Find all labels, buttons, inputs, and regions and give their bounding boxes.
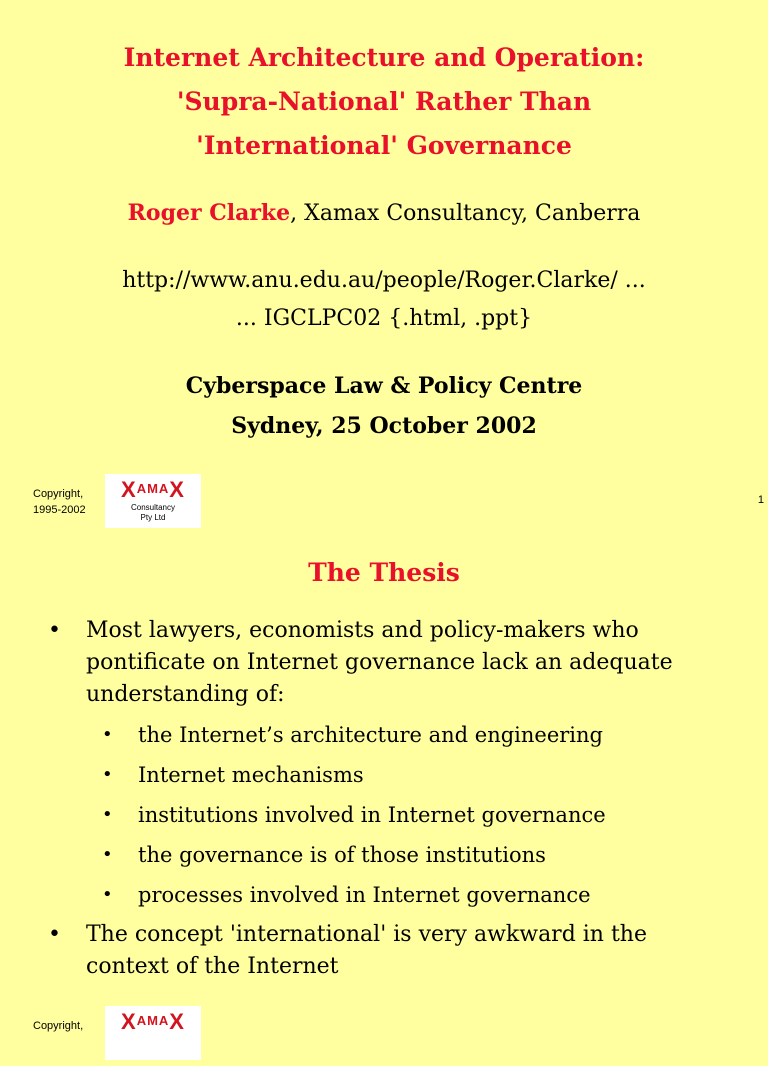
- xamax-logo: [105, 1006, 201, 1060]
- copyright-notice: [33, 1018, 83, 1034]
- author-affiliation: , Xamax Consultancy, Canberra: [290, 201, 641, 226]
- bullet-symbol: •: [48, 618, 61, 643]
- bullet-item: [0, 615, 768, 711]
- author-line: [0, 200, 768, 226]
- sub-bullet-text: institutions involved in Internet governance: [138, 803, 606, 827]
- logo-sub-1: Consultancy: [130, 503, 176, 512]
- bullet-symbol: •: [102, 844, 113, 865]
- slide-footer: [0, 474, 768, 534]
- sub-bullet-item: [0, 755, 768, 795]
- sub-bullet-text: Internet mechanisms: [138, 763, 364, 787]
- title-line-1: Internet Architecture and Operation:: [123, 43, 645, 72]
- sub-bullet-list: [0, 715, 768, 915]
- copyright-line-1: Copyright,: [33, 1020, 84, 1032]
- bullet-symbol: •: [48, 922, 61, 947]
- bullet-symbol: •: [102, 804, 113, 825]
- logo-brand: XAMAX: [121, 1009, 185, 1034]
- slide-title: [0, 36, 768, 168]
- bullet-text: Most lawyers, economists and policy-makers who pontificate on Internet governance lack an adequate understanding of:: [86, 618, 673, 707]
- sub-bullet-item: [0, 715, 768, 755]
- sub-bullet-text: the governance is of those institutions: [138, 843, 546, 867]
- venue-block: [0, 366, 768, 446]
- bullet-symbol: •: [102, 884, 113, 905]
- url-block: [0, 262, 768, 338]
- bullet-text: The concept 'international' is very awkward in the context of the Internet: [86, 922, 647, 979]
- sub-bullet-item: [0, 795, 768, 835]
- copyright-line-1: Copyright,: [33, 488, 84, 500]
- sub-bullet-item: [0, 835, 768, 875]
- url-line-1: http://www.anu.edu.au/people/Roger.Clarke/ ...: [122, 268, 646, 293]
- sub-bullet-text: processes involved in Internet governance: [138, 883, 591, 907]
- slide-title: The Thesis: [308, 558, 460, 587]
- title-line-2: 'Supra-National' Rather Than: [176, 87, 592, 116]
- copyright-line-2: 1995-2002: [33, 504, 86, 516]
- bullet-symbol: •: [102, 764, 113, 785]
- page-number: 1: [757, 494, 764, 506]
- sub-bullet-text: the Internet’s architecture and engineering: [138, 723, 603, 747]
- url-line-2: ... IGCLPC02 {.html, .ppt}: [235, 306, 533, 331]
- title-line-3: 'International' Governance: [196, 131, 572, 160]
- logo-sub-2: Pty Ltd: [140, 513, 166, 522]
- slide-footer: [0, 1006, 768, 1066]
- xamax-logo: [105, 474, 201, 528]
- slide-2: [0, 540, 768, 1034]
- bullet-symbol: •: [102, 724, 113, 745]
- author-name: Roger Clarke: [127, 200, 291, 226]
- bullet-list: [0, 615, 768, 987]
- sub-bullet-item: [0, 875, 768, 915]
- logo-brand: XAMAX: [121, 477, 185, 502]
- copyright-notice: [33, 486, 86, 518]
- venue-line-1: Cyberspace Law & Policy Centre: [185, 373, 583, 399]
- bullet-item: [0, 919, 768, 983]
- venue-line-2: Sydney, 25 October 2002: [231, 413, 537, 439]
